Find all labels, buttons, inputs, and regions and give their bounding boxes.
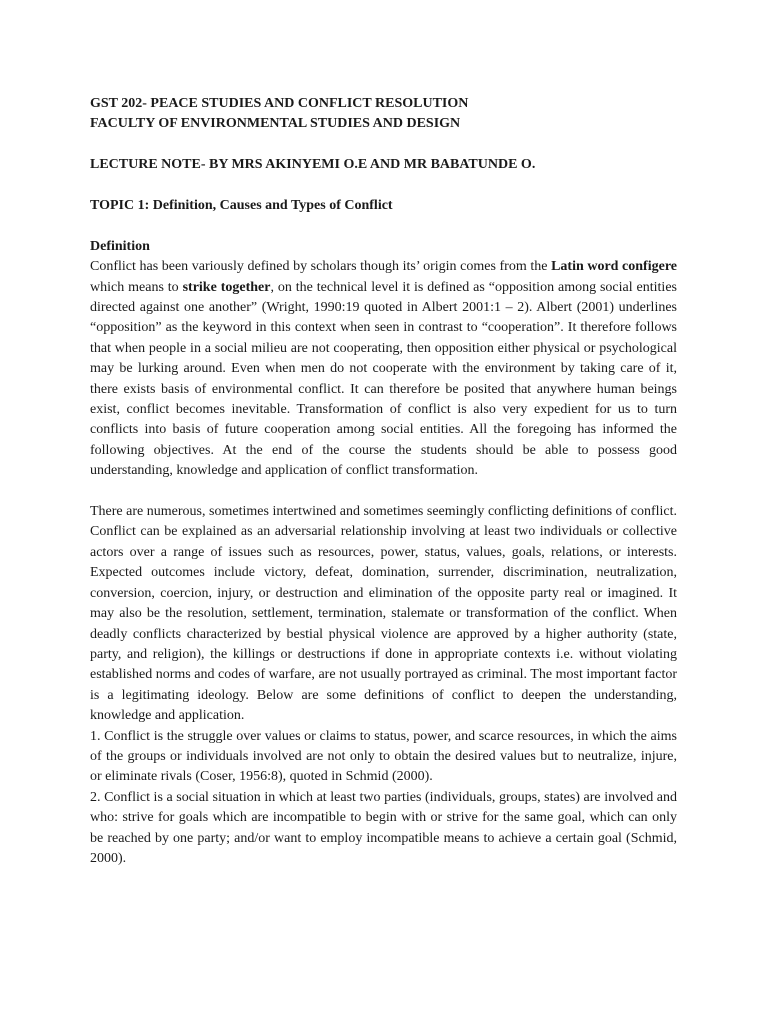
definition-paragraph — [90, 257, 677, 481]
conflict-explanation-paragraph: There are numerous, sometimes intertwined and sometimes seemingly conflicting definitions of conflict. Conflict can be explained as an adversarial relationship involving at least two individuals or collective actors over a range of issues such as resources, power, status, values, goals, relations, or interests. Expected outcomes include victory, defeat, domination, surrender, discrimination, neutralization, conversion, coercion, injury, or destruction and elimination of the opposite party real or imagined. It may also be the resolution, settlement, termination, stalemate or transformation of the conflict. When deadly conflicts characterized by bestial physical violence are approved by a higher authority (state, party, and religion), the killings or destructions if done in appropriate contexts i.e. without violating established norms and codes of warfare, are not usually portrayed as criminal. The most important factor is a legitimating ideology. Below are some definitions of conflict to deepen the understanding, knowledge and application. — [90, 504, 677, 724]
spacer — [90, 216, 677, 236]
topic-title: TOPIC 1: Definition, Causes and Types of Conflict — [90, 198, 393, 213]
section-heading-definition: Definition — [90, 238, 150, 254]
paragraph-text: , on the technical level it is defined as “opposition among social entities directed against one another” (Wright, 1990:19 quoted in Albert 2001:1 – 2). Albert (2001) underlines “opposition” as the keyword in this context when seen in contrast to “cooperation”. It therefore follows that when people in a social milieu are not cooperating, then opposition either physical or psychological may be lurking around. Even when men do not cooperate with the environment by taking care of it, there exists basis of environmental conflict. It can therefore be posited that anywhere human beings exist, conflict becomes inevitable. Transformation of conflict is also very expedient for us to turn conflicts into basis of future cooperation among social entities. All the foregoing has informed the following objectives. At the end of the course the students should be able to possess good understanding, knowledge and application of conflict transformation. — [90, 279, 677, 479]
faculty-title: FACULTY OF ENVIRONMENTAL STUDIES AND DESIGN — [90, 116, 461, 132]
lecture-note-body — [90, 94, 677, 869]
paragraph-text: Conflict has been variously defined by scholars though its’ origin comes from the — [90, 259, 552, 275]
spacer — [90, 135, 677, 155]
spacer — [90, 176, 677, 196]
spacer — [90, 482, 677, 502]
course-title: GST 202- PEACE STUDIES AND CONFLICT RESOLUTION — [90, 96, 469, 111]
definition-item-2: 2. Conflict is a social situation in which at least two parties (individuals, groups, states) are involved and who: strive for goals which are incompatible to begin with or strive for the same goal, which can only be reached by one party; and/or want to employ incompatible means to achieve a certain goal (Schmid, 2000). — [90, 789, 677, 866]
bold-term-latin-word: Latin word configere — [551, 259, 677, 275]
bold-term-strike-together: strike together — [182, 279, 271, 295]
paragraph-text: which means to — [90, 279, 183, 295]
definition-item-1: 1. Conflict is the struggle over values or claims to status, power, and scarce resources, in which the aims of the groups or individuals involved are not only to obtain the desired values but to neutralize, injure, or eliminate rivals (Coser, 1956:8), quoted in Schmid (2000). — [90, 728, 677, 785]
lecture-note-authors: LECTURE NOTE- BY MRS AKINYEMI O.E AND MR BABATUNDE O. — [90, 157, 536, 173]
